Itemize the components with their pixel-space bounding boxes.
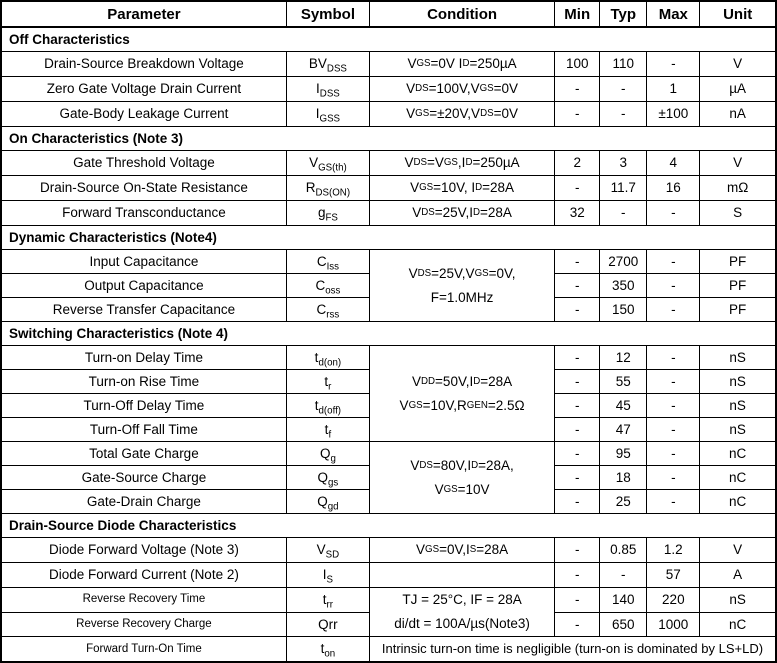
col-header-parameter: Parameter (1, 1, 286, 27)
table-row (1, 77, 776, 102)
typ-cell: 2700 (600, 250, 647, 274)
unit-cell: V (700, 52, 776, 77)
header-row (1, 1, 776, 27)
table-row (1, 538, 776, 563)
symbol-cell: $Q_{gs}$ (286, 466, 369, 490)
typ-cell: - (600, 201, 647, 226)
max-cell: 220 (647, 588, 700, 613)
table-row (1, 250, 776, 274)
condition-cell: V DS =25V,I D =28A (369, 201, 554, 226)
max-cell: - (647, 52, 700, 77)
parameter-cell: Diode Forward Current (Note 2) (1, 563, 286, 588)
typ-cell: 55 (600, 370, 647, 394)
table-row (1, 52, 776, 77)
condition-cell: V GS =0V,I S =28A (369, 538, 554, 563)
col-header-condition: Condition (369, 1, 554, 27)
condition-cell: V DS =V GS ,I D =250µA (369, 151, 554, 176)
section-row (1, 514, 776, 538)
symbol-cell: $V_{GS(th)}$ (286, 151, 369, 176)
typ-cell: 650 (600, 612, 647, 637)
symbol-cell: $t_{rr}$ (286, 588, 369, 613)
typ-cell: 47 (600, 418, 647, 442)
symbol-cell: $t_{on}$ (286, 637, 369, 663)
min-cell: - (555, 298, 600, 322)
min-cell: - (555, 77, 600, 102)
symbol-cell: $BV_{DSS}$ (286, 52, 369, 77)
parameter-cell: Drain-Source On-State Resistance (1, 176, 286, 201)
condition-cell: V DS =80V,I D =28A, V GS =10V (369, 442, 554, 514)
section-row (1, 127, 776, 151)
table-row (1, 563, 776, 588)
unit-cell: nS (700, 588, 776, 613)
condition-cell: TJ = 25°C, IF = 28A di/dt = 100A/µs(Note3) (369, 588, 554, 637)
unit-cell: nS (700, 394, 776, 418)
parameter-cell: Reverse Recovery Charge (1, 612, 286, 637)
unit-cell: A (700, 563, 776, 588)
max-cell: 1 (647, 77, 700, 102)
min-cell: - (555, 250, 600, 274)
max-cell: - (647, 490, 700, 514)
min-cell: - (555, 466, 600, 490)
col-header-max: Max (647, 1, 700, 27)
typ-cell: 45 (600, 394, 647, 418)
symbol-cell: $t_{d(on)}$ (286, 346, 369, 370)
min-cell: - (555, 274, 600, 298)
section-title: Switching Characteristics (Note 4) (1, 322, 776, 346)
typ-cell: 110 (600, 52, 647, 77)
min-cell: - (555, 102, 600, 127)
min-cell: - (555, 176, 600, 201)
unit-cell: PF (700, 298, 776, 322)
section-title: On Characteristics (Note 3) (1, 127, 776, 151)
parameter-cell: Reverse Recovery Time (1, 588, 286, 613)
parameter-cell: Gate Threshold Voltage (1, 151, 286, 176)
section-row (1, 226, 776, 250)
unit-cell: S (700, 201, 776, 226)
col-header-symbol: Symbol (286, 1, 369, 27)
symbol-cell: Qrr (286, 612, 369, 637)
unit-cell: µA (700, 77, 776, 102)
symbol-cell: $C_{rss}$ (286, 298, 369, 322)
min-cell: - (555, 490, 600, 514)
max-cell: - (647, 442, 700, 466)
max-cell: - (647, 250, 700, 274)
max-cell: 1.2 (647, 538, 700, 563)
min-cell: - (555, 418, 600, 442)
condition-cell: Intrinsic turn-on time is negligible (turn-on is dominated by LS+LD) (369, 637, 776, 663)
symbol-cell: $V_{SD}$ (286, 538, 369, 563)
parameter-cell: Diode Forward Voltage (Note 3) (1, 538, 286, 563)
condition-cell: V GS =10V, I D =28A (369, 176, 554, 201)
col-header-unit: Unit (700, 1, 776, 27)
section-row (1, 322, 776, 346)
max-cell: - (647, 298, 700, 322)
unit-cell: PF (700, 274, 776, 298)
typ-cell: 3 (600, 151, 647, 176)
max-cell: - (647, 418, 700, 442)
table-body (1, 27, 776, 662)
typ-cell: 150 (600, 298, 647, 322)
parameter-cell: Gate-Drain Charge (1, 490, 286, 514)
table-row (1, 151, 776, 176)
max-cell: ±100 (647, 102, 700, 127)
symbol-cell: $Q_{gd}$ (286, 490, 369, 514)
typ-cell: - (600, 102, 647, 127)
table-row (1, 442, 776, 466)
col-header-typ: Typ (600, 1, 647, 27)
min-cell: - (555, 394, 600, 418)
min-cell: - (555, 442, 600, 466)
section-row (1, 27, 776, 52)
unit-cell: nC (700, 490, 776, 514)
max-cell: - (647, 201, 700, 226)
max-cell: - (647, 466, 700, 490)
parameter-cell: Turn-Off Fall Time (1, 418, 286, 442)
max-cell: - (647, 394, 700, 418)
symbol-cell: $C_{Iss}$ (286, 250, 369, 274)
min-cell: - (555, 538, 600, 563)
parameter-cell: Turn-on Rise Time (1, 370, 286, 394)
min-cell: - (555, 346, 600, 370)
typ-cell: 350 (600, 274, 647, 298)
max-cell: 57 (647, 563, 700, 588)
table-row (1, 102, 776, 127)
condition-cell: V DD =50V,I D =28A V GS =10V,R GEN =2.5Ω (369, 346, 554, 442)
symbol-cell: $I_S$ (286, 563, 369, 588)
col-header-min: Min (555, 1, 600, 27)
max-cell: - (647, 370, 700, 394)
parameter-cell: Turn-on Delay Time (1, 346, 286, 370)
typ-cell: 25 (600, 490, 647, 514)
parameter-cell: Input Capacitance (1, 250, 286, 274)
min-cell: 32 (555, 201, 600, 226)
unit-cell: nS (700, 370, 776, 394)
symbol-cell: $t_{d(off)}$ (286, 394, 369, 418)
min-cell: - (555, 370, 600, 394)
parameter-cell: Forward Transconductance (1, 201, 286, 226)
typ-cell: 140 (600, 588, 647, 613)
max-cell: - (647, 274, 700, 298)
symbol-cell: $t_f$ (286, 418, 369, 442)
unit-cell: nS (700, 346, 776, 370)
table-row (1, 588, 776, 613)
max-cell: 16 (647, 176, 700, 201)
typ-cell: 18 (600, 466, 647, 490)
symbol-cell: $I_{DSS}$ (286, 77, 369, 102)
unit-cell: nC (700, 612, 776, 637)
symbol-cell: $R_{DS(ON)}$ (286, 176, 369, 201)
parameter-cell: Forward Turn-On Time (1, 637, 286, 663)
table-row (1, 346, 776, 370)
symbol-cell: $g_{FS}$ (286, 201, 369, 226)
typ-cell: - (600, 77, 647, 102)
typ-cell: 12 (600, 346, 647, 370)
min-cell: - (555, 588, 600, 613)
min-cell: - (555, 612, 600, 637)
unit-cell: nA (700, 102, 776, 127)
condition-cell: V DS =25V,V GS =0V, F=1.0MHz (369, 250, 554, 322)
table-row (1, 637, 776, 663)
section-title: Dynamic Characteristics (Note4) (1, 226, 776, 250)
parameter-cell: Reverse Transfer Capacitance (1, 298, 286, 322)
unit-cell: mΩ (700, 176, 776, 201)
symbol-cell: $I_{GSS}$ (286, 102, 369, 127)
max-cell: 1000 (647, 612, 700, 637)
parameter-cell: Gate-Source Charge (1, 466, 286, 490)
parameter-cell: Gate-Body Leakage Current (1, 102, 286, 127)
parameter-cell: Drain-Source Breakdown Voltage (1, 52, 286, 77)
max-cell: 4 (647, 151, 700, 176)
parameter-cell: Zero Gate Voltage Drain Current (1, 77, 286, 102)
parameter-cell: Total Gate Charge (1, 442, 286, 466)
parameter-cell: Turn-Off Delay Time (1, 394, 286, 418)
table-row (1, 201, 776, 226)
unit-cell: nC (700, 466, 776, 490)
max-cell: - (647, 346, 700, 370)
min-cell: 2 (555, 151, 600, 176)
typ-cell: 11.7 (600, 176, 647, 201)
unit-cell: V (700, 538, 776, 563)
unit-cell: PF (700, 250, 776, 274)
unit-cell: nS (700, 418, 776, 442)
table-row (1, 176, 776, 201)
min-cell: - (555, 563, 600, 588)
condition-cell: V GS =±20V,V DS =0V (369, 102, 554, 127)
section-title: Off Characteristics (1, 27, 776, 52)
parameter-cell: Output Capacitance (1, 274, 286, 298)
min-cell: 100 (555, 52, 600, 77)
unit-cell: nC (700, 442, 776, 466)
symbol-cell: $t_r$ (286, 370, 369, 394)
condition-cell (369, 563, 554, 588)
unit-cell: V (700, 151, 776, 176)
section-title: Drain-Source Diode Characteristics (1, 514, 776, 538)
condition-cell: V GS =0V I D =250µA (369, 52, 554, 77)
symbol-cell: $Q_g$ (286, 442, 369, 466)
typ-cell: 95 (600, 442, 647, 466)
typ-cell: - (600, 563, 647, 588)
condition-cell: V DS =100V,V GS =0V (369, 77, 554, 102)
symbol-cell: $C_{oss}$ (286, 274, 369, 298)
typ-cell: 0.85 (600, 538, 647, 563)
